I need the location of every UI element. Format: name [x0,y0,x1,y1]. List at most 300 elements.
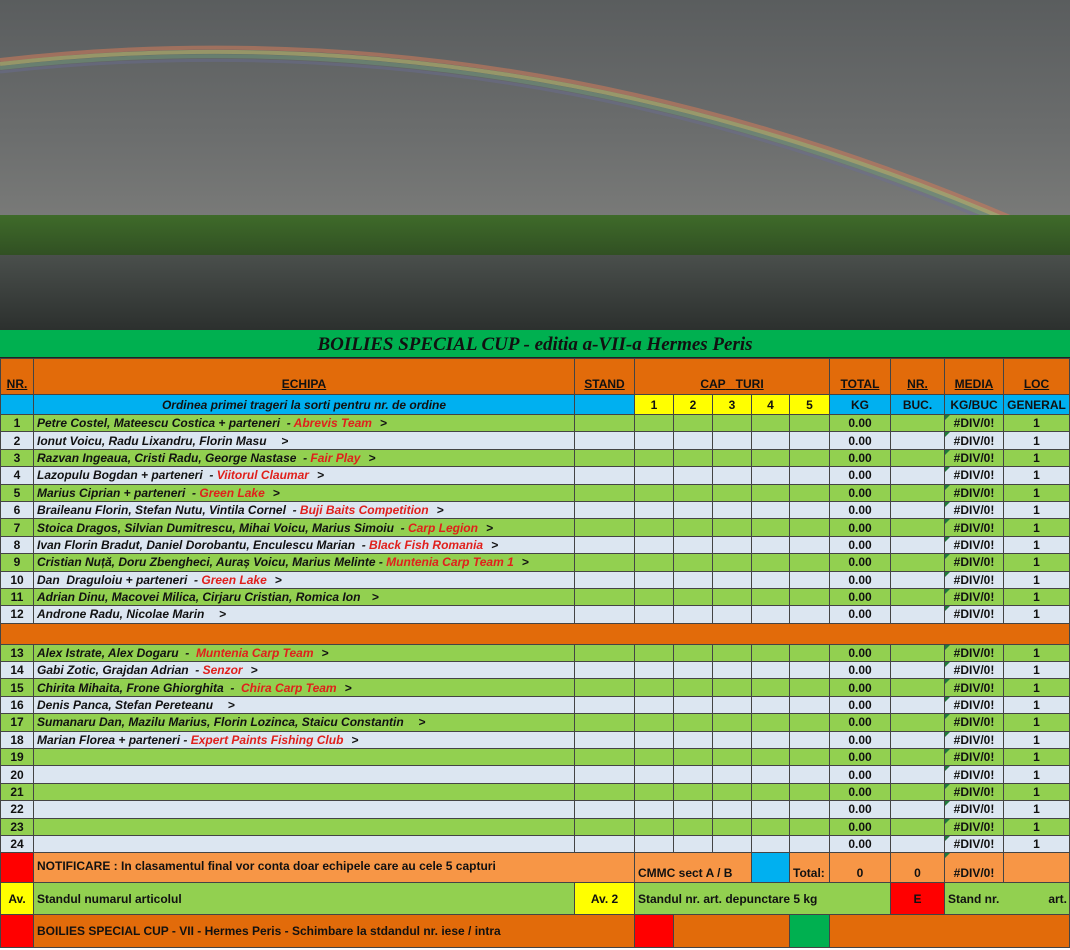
row-total-kg[interactable]: 0.00 [830,679,891,696]
row-cap-4[interactable] [752,766,790,783]
row-cap-4[interactable] [752,519,790,536]
row-team[interactable] [34,415,575,432]
row-stand[interactable] [575,835,635,852]
row-cap-2[interactable] [674,536,713,553]
row-media[interactable]: #DIV/0! [945,801,1004,818]
row-loc[interactable]: 1 [1004,501,1070,518]
row-loc[interactable]: 1 [1004,749,1070,766]
row-cap-3[interactable] [713,835,752,852]
row-loc[interactable]: 1 [1004,835,1070,852]
row-total-kg[interactable]: 0.00 [830,696,891,713]
row-nr[interactable]: 17 [1,714,34,731]
row-cap-4[interactable] [752,554,790,571]
row-cap-1[interactable] [635,484,674,501]
row-cap-4[interactable] [752,696,790,713]
row-stand[interactable] [575,749,635,766]
row-cap-1[interactable] [635,536,674,553]
row-cap-1[interactable] [635,801,674,818]
row-cap-2[interactable] [674,415,713,432]
row-media[interactable]: #DIV/0! [945,644,1004,661]
row-cap-5[interactable] [790,519,830,536]
row-loc[interactable]: 1 [1004,696,1070,713]
row-loc[interactable]: 1 [1004,606,1070,623]
row-media[interactable]: #DIV/0! [945,467,1004,484]
row-cap-3[interactable] [713,571,752,588]
row-cap-2[interactable] [674,662,713,679]
row-media[interactable]: #DIV/0! [945,731,1004,748]
row-team[interactable] [34,783,575,800]
row-cap-1[interactable] [635,415,674,432]
row-cap-3[interactable] [713,606,752,623]
row-cap-4[interactable] [752,662,790,679]
row-total-kg[interactable]: 0.00 [830,606,891,623]
row-loc[interactable]: 1 [1004,662,1070,679]
row-nr-buc[interactable] [891,801,945,818]
row-loc[interactable]: 1 [1004,536,1070,553]
row-stand[interactable] [575,818,635,835]
art-label: art. [1048,891,1067,906]
row-team[interactable] [34,766,575,783]
row-stand[interactable] [575,731,635,748]
row-loc[interactable]: 1 [1004,484,1070,501]
row-loc[interactable]: 1 [1004,714,1070,731]
row-total-kg[interactable]: 0.00 [830,571,891,588]
team-members: Marius Ciprian + parteneri - [37,485,200,500]
row-media[interactable]: #DIV/0! [945,484,1004,501]
row-nr[interactable]: 3 [1,449,34,466]
row-cap-4[interactable] [752,449,790,466]
row-cap-2[interactable] [674,644,713,661]
row-cap-2[interactable] [674,449,713,466]
row-total-kg[interactable]: 0.00 [830,801,891,818]
row-nr[interactable]: 24 [1,835,34,852]
row-cap-5[interactable] [790,449,830,466]
row-team[interactable] [34,467,575,484]
row-cap-4[interactable] [752,467,790,484]
row-cap-4[interactable] [752,588,790,605]
row-nr[interactable]: 2 [1,432,34,449]
row-total-kg[interactable]: 0.00 [830,536,891,553]
row-nr-buc[interactable] [891,536,945,553]
row-stand[interactable] [575,415,635,432]
row-cap-5[interactable] [790,432,830,449]
bottom-green-cell [790,915,830,948]
row-loc[interactable]: 1 [1004,766,1070,783]
row-cap-3[interactable] [713,801,752,818]
row-stand[interactable] [575,714,635,731]
row-cap-5[interactable] [790,783,830,800]
row-cap-5[interactable] [790,679,830,696]
row-stand[interactable] [575,571,635,588]
row-team[interactable] [34,501,575,518]
row-total-kg[interactable]: 0.00 [830,588,891,605]
row-cap-2[interactable] [674,571,713,588]
row-cap-3[interactable] [713,536,752,553]
team-members: Adrian Dinu, Macovei Milica, Cirjaru Cristian, Romica Ion [37,590,364,605]
row-media[interactable]: #DIV/0! [945,588,1004,605]
row-nr-buc[interactable] [891,679,945,696]
row-team[interactable] [34,662,575,679]
row-cap-1[interactable] [635,606,674,623]
row-cap-4[interactable] [752,731,790,748]
row-loc[interactable]: 1 [1004,783,1070,800]
row-nr-buc[interactable] [891,554,945,571]
cmmc-cell[interactable] [752,853,790,883]
row-nr-buc[interactable] [891,696,945,713]
row-cap-5[interactable] [790,766,830,783]
row-cap-1[interactable] [635,783,674,800]
row-cap-1[interactable] [635,467,674,484]
row-cap-2[interactable] [674,801,713,818]
row-team[interactable] [34,484,575,501]
row-stand[interactable] [575,588,635,605]
row-nr-buc[interactable] [891,484,945,501]
row-stand[interactable] [575,484,635,501]
row-stand[interactable] [575,766,635,783]
row-loc[interactable]: 1 [1004,801,1070,818]
row-stand[interactable] [575,606,635,623]
row-cap-3[interactable] [713,467,752,484]
row-cap-3[interactable] [713,766,752,783]
row-stand[interactable] [575,783,635,800]
row-cap-3[interactable] [713,731,752,748]
row-cap-2[interactable] [674,818,713,835]
row-nr[interactable]: 14 [1,662,34,679]
row-loc[interactable]: 1 [1004,644,1070,661]
row-team[interactable] [34,801,575,818]
row-cap-2[interactable] [674,783,713,800]
row-total-kg[interactable]: 0.00 [830,467,891,484]
row-media[interactable]: #DIV/0! [945,835,1004,852]
row-cap-2[interactable] [674,679,713,696]
row-stand[interactable] [575,696,635,713]
row-stand[interactable] [575,449,635,466]
row-nr[interactable]: 7 [1,519,34,536]
row-nr[interactable]: 19 [1,749,34,766]
table-row [1,432,1070,449]
row-total-kg[interactable]: 0.00 [830,749,891,766]
row-total-kg[interactable]: 0.00 [830,818,891,835]
row-nr-buc[interactable] [891,467,945,484]
row-cap-1[interactable] [635,679,674,696]
row-nr[interactable]: 21 [1,783,34,800]
row-cap-5[interactable] [790,415,830,432]
row-stand[interactable] [575,501,635,518]
row-team[interactable] [34,749,575,766]
row-nr[interactable]: 12 [1,606,34,623]
row-media[interactable]: #DIV/0! [945,662,1004,679]
team-name: Chira Carp Team [241,680,337,695]
row-total-kg[interactable]: 0.00 [830,554,891,571]
row-cap-5[interactable] [790,501,830,518]
row-cap-4[interactable] [752,415,790,432]
row-cap-2[interactable] [674,606,713,623]
row-nr[interactable]: 1 [1,415,34,432]
team-members: Dan Draguloiu + parteneri - [37,572,202,587]
row-cap-2[interactable] [674,714,713,731]
row-cap-1[interactable] [635,432,674,449]
row-nr-buc[interactable] [891,731,945,748]
row-cap-5[interactable] [790,696,830,713]
row-nr-buc[interactable] [891,606,945,623]
row-cap-2[interactable] [674,467,713,484]
row-cap-5[interactable] [790,731,830,748]
row-media[interactable]: #DIV/0! [945,714,1004,731]
row-cap-1[interactable] [635,571,674,588]
row-cap-4[interactable] [752,571,790,588]
row-cap-3[interactable] [713,449,752,466]
row-cap-1[interactable] [635,662,674,679]
row-nr-buc[interactable] [891,449,945,466]
row-cap-4[interactable] [752,801,790,818]
row-loc[interactable]: 1 [1004,588,1070,605]
row-nr[interactable]: 22 [1,801,34,818]
row-nr-buc[interactable] [891,644,945,661]
row-nr-buc[interactable] [891,835,945,852]
row-team[interactable] [34,449,575,466]
row-nr[interactable]: 5 [1,484,34,501]
row-total-kg[interactable]: 0.00 [830,783,891,800]
row-cap-1[interactable] [635,449,674,466]
row-nr-buc[interactable] [891,432,945,449]
row-team[interactable] [34,835,575,852]
row-loc[interactable]: 1 [1004,415,1070,432]
row-total-kg[interactable]: 0.00 [830,501,891,518]
row-total-kg[interactable]: 0.00 [830,714,891,731]
row-cap-2[interactable] [674,554,713,571]
row-cap-1[interactable] [635,588,674,605]
row-nr[interactable]: 15 [1,679,34,696]
row-loc[interactable]: 1 [1004,679,1070,696]
row-cap-2[interactable] [674,766,713,783]
row-total-kg[interactable]: 0.00 [830,415,891,432]
row-media[interactable]: #DIV/0! [945,519,1004,536]
row-cap-4[interactable] [752,606,790,623]
row-nr[interactable]: 4 [1,467,34,484]
row-media[interactable]: #DIV/0! [945,449,1004,466]
row-cap-5[interactable] [790,749,830,766]
row-cap-1[interactable] [635,501,674,518]
row-cap-1[interactable] [635,554,674,571]
row-stand[interactable] [575,536,635,553]
row-stand[interactable] [575,554,635,571]
row-nr-buc[interactable] [891,588,945,605]
row-team[interactable] [34,588,575,605]
row-loc[interactable]: 1 [1004,449,1070,466]
row-media[interactable]: #DIV/0! [945,818,1004,835]
row-cap-3[interactable] [713,588,752,605]
row-cap-3[interactable] [713,696,752,713]
row-nr[interactable]: 10 [1,571,34,588]
row-total-kg[interactable]: 0.00 [830,484,891,501]
arrow-icon: > [219,607,227,622]
row-nr[interactable]: 13 [1,644,34,661]
row-cap-2[interactable] [674,588,713,605]
row-cap-3[interactable] [713,662,752,679]
row-cap-3[interactable] [713,679,752,696]
row-loc[interactable]: 1 [1004,571,1070,588]
row-cap-4[interactable] [752,679,790,696]
row-nr[interactable]: 6 [1,501,34,518]
row-cap-5[interactable] [790,554,830,571]
row-nr[interactable]: 18 [1,731,34,748]
row-stand[interactable] [575,467,635,484]
row-cap-3[interactable] [713,501,752,518]
arrow-icon: > [250,663,258,678]
row-cap-2[interactable] [674,731,713,748]
row-cap-5[interactable] [790,467,830,484]
row-team[interactable] [34,696,575,713]
row-nr-buc[interactable] [891,571,945,588]
row-total-kg[interactable]: 0.00 [830,766,891,783]
row-total-kg[interactable]: 0.00 [830,835,891,852]
row-nr-buc[interactable] [891,766,945,783]
row-cap-1[interactable] [635,731,674,748]
row-cap-3[interactable] [713,519,752,536]
row-cap-4[interactable] [752,432,790,449]
row-media[interactable]: #DIV/0! [945,679,1004,696]
row-cap-5[interactable] [790,801,830,818]
row-cap-3[interactable] [713,554,752,571]
row-nr-buc[interactable] [891,662,945,679]
row-cap-3[interactable] [713,749,752,766]
row-loc[interactable]: 1 [1004,467,1070,484]
row-media[interactable]: #DIV/0! [945,766,1004,783]
row-nr[interactable]: 16 [1,696,34,713]
row-nr[interactable]: 9 [1,554,34,571]
row-stand[interactable] [575,644,635,661]
row-cap-5[interactable] [790,835,830,852]
row-cap-3[interactable] [713,432,752,449]
row-cap-3[interactable] [713,783,752,800]
row-cap-1[interactable] [635,519,674,536]
row-loc[interactable]: 1 [1004,519,1070,536]
row-nr-buc[interactable] [891,749,945,766]
row-cap-2[interactable] [674,484,713,501]
row-loc[interactable]: 1 [1004,731,1070,748]
row-nr-buc[interactable] [891,501,945,518]
row-stand[interactable] [575,662,635,679]
row-team[interactable] [34,644,575,661]
row-cap-5[interactable] [790,714,830,731]
row-total-kg[interactable]: 0.00 [830,519,891,536]
row-media[interactable]: #DIV/0! [945,783,1004,800]
row-nr[interactable]: 20 [1,766,34,783]
row-team[interactable] [34,571,575,588]
row-cap-5[interactable] [790,644,830,661]
row-stand[interactable] [575,519,635,536]
header-nr-buc: NR. [891,359,945,395]
row-total-kg[interactable]: 0.00 [830,731,891,748]
row-nr-buc[interactable] [891,415,945,432]
row-cap-5[interactable] [790,818,830,835]
row-cap-4[interactable] [752,501,790,518]
row-cap-2[interactable] [674,835,713,852]
row-cap-1[interactable] [635,835,674,852]
row-loc[interactable]: 1 [1004,554,1070,571]
row-nr-buc[interactable] [891,818,945,835]
row-total-kg[interactable]: 0.00 [830,644,891,661]
row-media[interactable]: #DIV/0! [945,554,1004,571]
row-media[interactable]: #DIV/0! [945,415,1004,432]
table-row [1,679,1070,696]
row-cap-2[interactable] [674,432,713,449]
row-media[interactable]: #DIV/0! [945,501,1004,518]
row-stand[interactable] [575,432,635,449]
row-cap-3[interactable] [713,714,752,731]
row-nr[interactable]: 8 [1,536,34,553]
row-nr-buc[interactable] [891,519,945,536]
row-cap-1[interactable] [635,644,674,661]
row-media[interactable]: #DIV/0! [945,606,1004,623]
row-cap-4[interactable] [752,783,790,800]
row-team[interactable] [34,714,575,731]
row-team[interactable] [34,432,575,449]
row-cap-1[interactable] [635,749,674,766]
row-cap-1[interactable] [635,696,674,713]
row-media[interactable]: #DIV/0! [945,571,1004,588]
row-team[interactable] [34,519,575,536]
row-cap-3[interactable] [713,484,752,501]
row-total-kg[interactable]: 0.00 [830,432,891,449]
row-cap-4[interactable] [752,749,790,766]
row-cap-4[interactable] [752,536,790,553]
row-cap-4[interactable] [752,714,790,731]
row-total-kg[interactable]: 0.00 [830,662,891,679]
row-cap-5[interactable] [790,662,830,679]
row-cap-3[interactable] [713,415,752,432]
row-cap-2[interactable] [674,749,713,766]
row-team[interactable] [34,818,575,835]
row-cap-4[interactable] [752,644,790,661]
row-cap-2[interactable] [674,519,713,536]
row-team[interactable] [34,536,575,553]
row-team[interactable] [34,554,575,571]
row-cap-5[interactable] [790,536,830,553]
row-nr-buc[interactable] [891,783,945,800]
row-total-kg[interactable]: 0.00 [830,449,891,466]
row-stand[interactable] [575,679,635,696]
row-cap-2[interactable] [674,696,713,713]
row-cap-1[interactable] [635,818,674,835]
row-cap-1[interactable] [635,766,674,783]
row-cap-4[interactable] [752,835,790,852]
row-media[interactable]: #DIV/0! [945,696,1004,713]
row-team[interactable] [34,731,575,748]
row-cap-5[interactable] [790,606,830,623]
row-nr[interactable]: 23 [1,818,34,835]
row-cap-5[interactable] [790,588,830,605]
row-cap-3[interactable] [713,818,752,835]
row-media[interactable]: #DIV/0! [945,749,1004,766]
row-cap-2[interactable] [674,501,713,518]
row-stand[interactable] [575,801,635,818]
row-cap-5[interactable] [790,571,830,588]
row-nr[interactable]: 11 [1,588,34,605]
row-cap-4[interactable] [752,484,790,501]
row-cap-4[interactable] [752,818,790,835]
row-cap-3[interactable] [713,644,752,661]
row-cap-1[interactable] [635,714,674,731]
row-media[interactable]: #DIV/0! [945,536,1004,553]
row-loc[interactable]: 1 [1004,432,1070,449]
row-team[interactable] [34,606,575,623]
row-team[interactable] [34,679,575,696]
row-nr-buc[interactable] [891,714,945,731]
row-loc[interactable]: 1 [1004,818,1070,835]
row-media[interactable]: #DIV/0! [945,432,1004,449]
row-cap-5[interactable] [790,484,830,501]
